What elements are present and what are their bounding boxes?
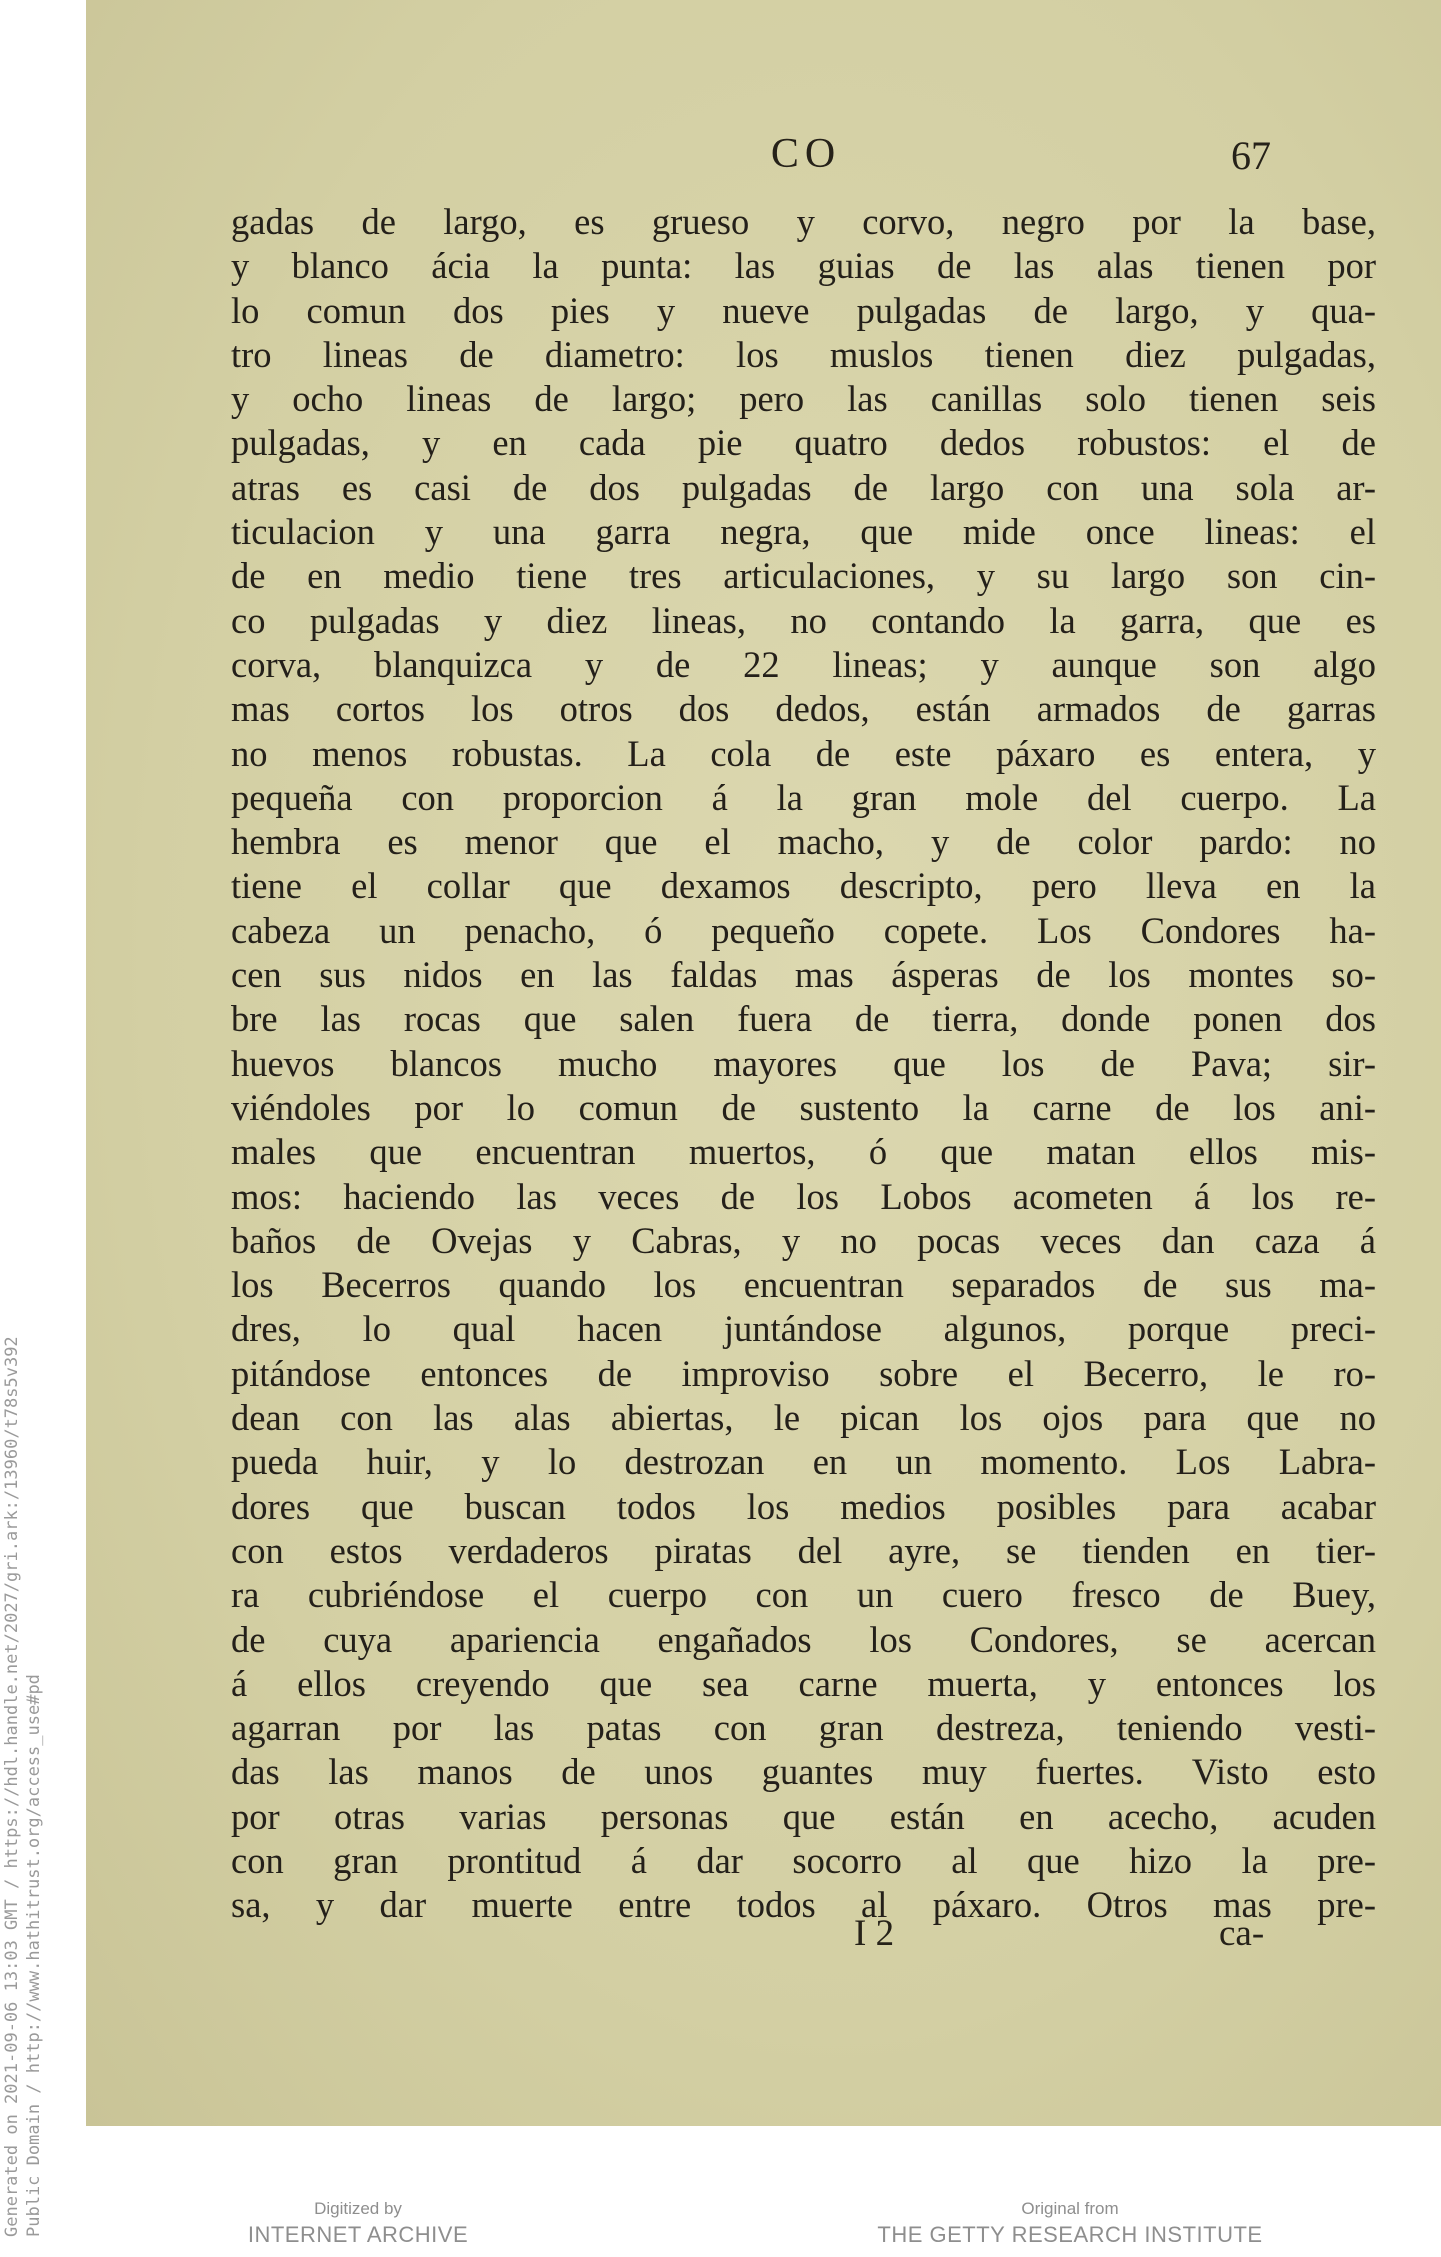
text-line: atras es casi de dos pulgadas de largo con una sola ar- xyxy=(231,466,1376,508)
text-line: dean con las alas abiertas, le pican los ojos para que no xyxy=(231,1397,1376,1439)
text-line: hembra es menor que el macho, y de color pardo: no xyxy=(231,821,1376,863)
text-line: á ellos creyendo que sea carne muerta, y entonces los xyxy=(231,1662,1376,1704)
book-page xyxy=(86,0,1441,2126)
text-line: huevos blancos mucho mayores que los de Pava; sir- xyxy=(231,1042,1376,1084)
watermark-rights-line: Public Domain / http://www.hathitrust.org/access_use#pd xyxy=(24,1674,44,2237)
credit-digitized-by xyxy=(218,2198,498,2250)
text-line: pitándose entonces de improviso sobre el Becerro, le ro- xyxy=(231,1352,1376,1394)
text-line: co pulgadas y diez lineas, no contando la garra, que es xyxy=(231,599,1376,641)
text-line: de cuya apariencia engañados los Condores, se acercan xyxy=(231,1618,1376,1660)
text-line: y blanco ácia la punta: las guias de las alas tienen por xyxy=(231,245,1376,287)
text-line: de en medio tiene tres articulaciones, y su largo son cin- xyxy=(231,555,1376,597)
text-line: ticulacion y una garra negra, que mide once lineas: el xyxy=(231,511,1376,553)
page-number: 67 xyxy=(1231,133,1271,178)
text-line: dres, lo qual hacen juntándose algunos, porque preci- xyxy=(231,1308,1376,1350)
text-line: agarran por las patas con gran destreza, teniendo vesti- xyxy=(231,1707,1376,1749)
text-line: con gran prontitud á dar socorro al que hizo la pre- xyxy=(231,1839,1376,1881)
hathitrust-watermark xyxy=(0,1082,60,2257)
body-text xyxy=(231,200,1376,1928)
text-line: gadas de largo, es grueso y corvo, negro por la base, xyxy=(231,201,1376,242)
credit-source: INTERNET ARCHIVE xyxy=(247,2222,469,2247)
text-line: males que encuentran muertos, ó que matan ellos mis- xyxy=(231,1131,1376,1173)
text-line: pequeña con proporcion á la gran mole del cuerpo. La xyxy=(231,776,1376,818)
credit-label: Original from xyxy=(1021,2199,1119,2218)
text-line: pueda huir, y lo destrozan en un momento. Los Labra- xyxy=(231,1441,1376,1483)
text-line: pulgadas, y en cada pie quatro dedos robustos: el de xyxy=(231,422,1376,464)
signature-mark: I 2 xyxy=(854,1913,895,1954)
text-line: tro lineas de diametro: los muslos tienen diez pulgadas, xyxy=(231,333,1376,375)
text-line: dores que buscan todos los medios posibles para acabar xyxy=(231,1485,1376,1527)
text-line: cen sus nidos en las faldas mas ásperas de los montes so- xyxy=(231,954,1376,996)
text-line: los Becerros quando los encuentran separados de sus ma- xyxy=(231,1264,1376,1306)
text-line: mas cortos los otros dos dedos, están armados de garras xyxy=(231,688,1376,730)
text-line: ra cubriéndose el cuerpo con un cuero fresco de Buey, xyxy=(231,1574,1376,1616)
page-footer xyxy=(86,1912,1441,1960)
catchword: ca- xyxy=(1219,1913,1265,1954)
running-head: CO xyxy=(770,131,842,177)
text-line: tiene el collar que dexamos descripto, pero lleva en la xyxy=(231,865,1376,907)
text-line: con estos verdaderos piratas del ayre, se tienden en tier- xyxy=(231,1529,1376,1571)
text-line: no menos robustas. La cola de este páxaro es entera, y xyxy=(231,732,1376,774)
credit-original-from xyxy=(870,2198,1270,2250)
text-line: das las manos de unos guantes muy fuertes. Visto esto xyxy=(231,1751,1376,1793)
text-line: lo comun dos pies y nueve pulgadas de largo, y qua- xyxy=(231,289,1376,331)
credit-label: Digitized by xyxy=(314,2199,402,2218)
text-line: por otras varias personas que están en acecho, acuden xyxy=(231,1795,1376,1837)
text-line: sa, y dar muerte entre todos al páxaro. Otros mas pre- xyxy=(231,1884,1376,1926)
text-line: bre las rocas que salen fuera de tierra, donde ponen dos xyxy=(231,998,1376,1040)
credit-institution: THE GETTY RESEARCH INSTITUTE xyxy=(877,2222,1263,2247)
watermark-generated-line: Generated on 2021-09-06 13:03 GMT / https://hdl.handle.net/2027/gri.ark:/13960/t78s5v392 xyxy=(2,1336,22,2237)
text-line: corva, blanquizca y de 22 lineas; y aunque son algo xyxy=(231,643,1376,685)
text-line: mos: haciendo las veces de los Lobos acometen á los re- xyxy=(231,1175,1376,1217)
page-header xyxy=(86,130,1441,186)
text-line: baños de Ovejas y Cabras, y no pocas veces dan caza á xyxy=(231,1219,1376,1261)
text-line: y ocho lineas de largo; pero las canillas solo tienen seis xyxy=(231,378,1376,420)
text-line: cabeza un penacho, ó pequeño copete. Los Condores ha- xyxy=(231,909,1376,951)
text-line: viéndoles por lo comun de sustento la carne de los ani- xyxy=(231,1086,1376,1128)
digitization-credits xyxy=(0,2198,1441,2255)
